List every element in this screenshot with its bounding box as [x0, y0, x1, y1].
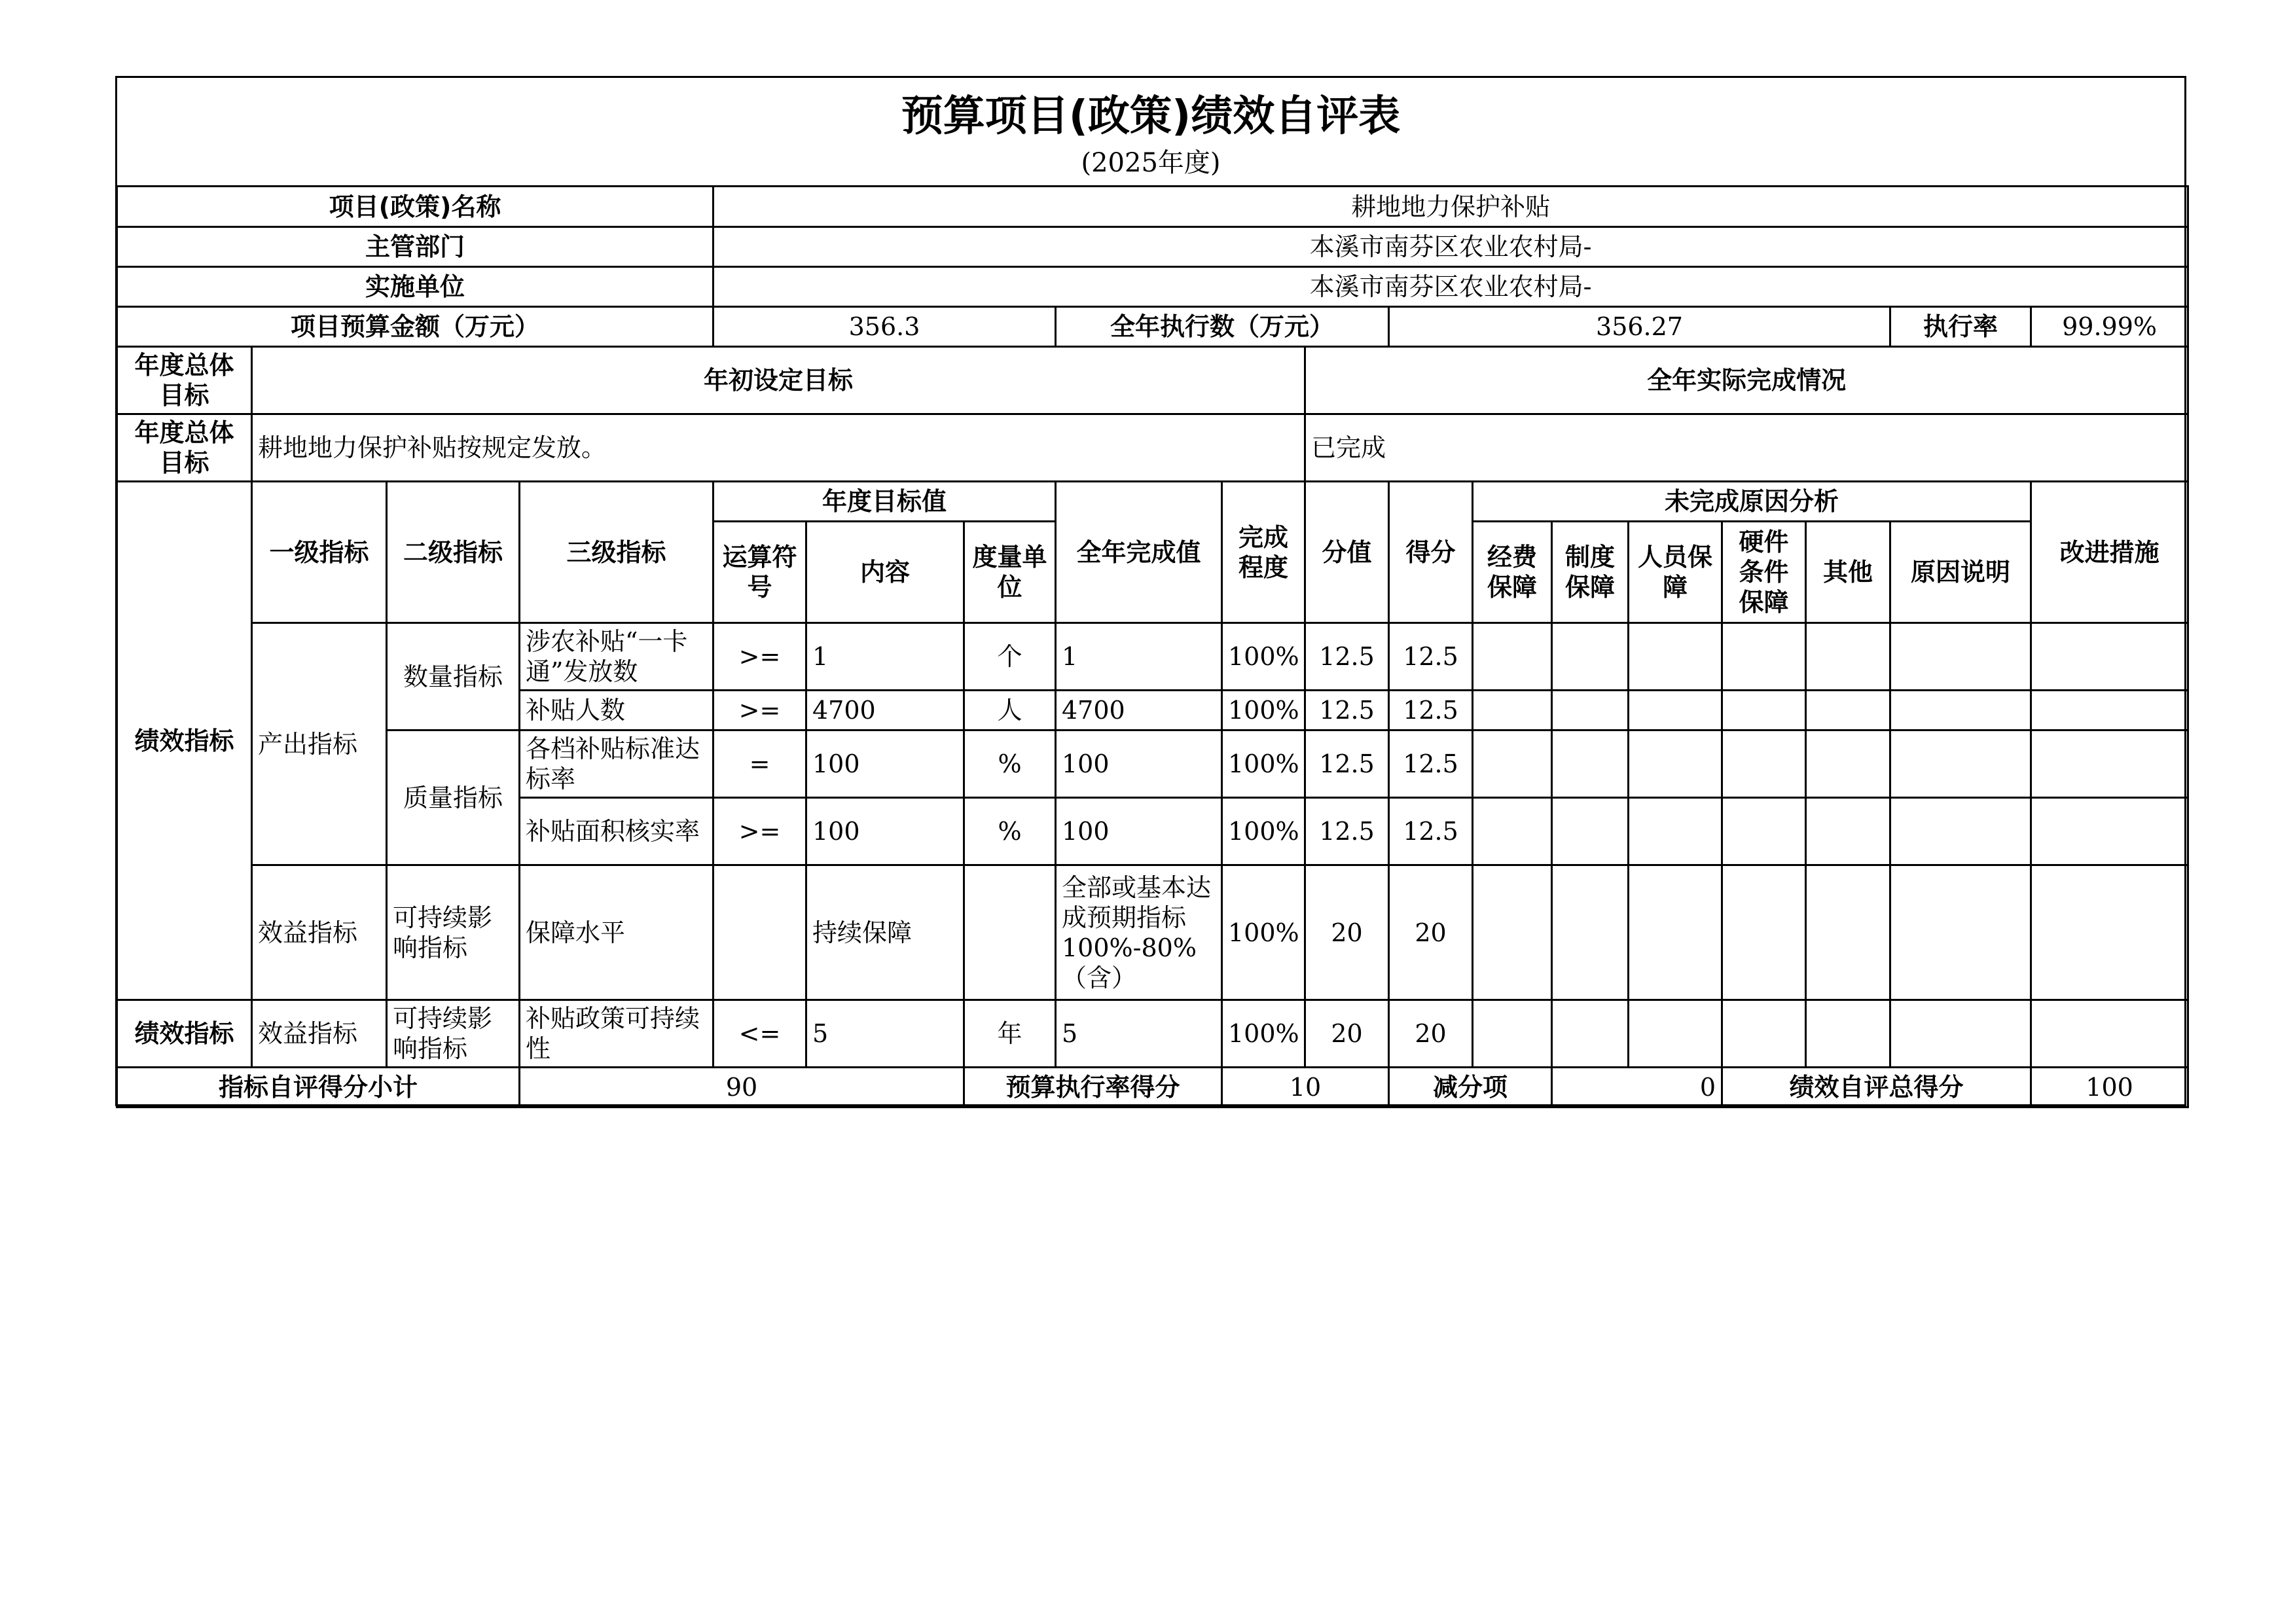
level1-header: 一级指标	[252, 482, 387, 623]
hardware-cell	[1722, 1000, 1806, 1068]
level2-header: 二级指标	[387, 482, 520, 623]
score-cell: 20	[1389, 865, 1473, 1000]
actual-cell: 5	[1056, 1000, 1222, 1068]
evaluation-table	[116, 185, 2189, 1108]
actual-cell: 4700	[1056, 691, 1222, 731]
fund-cell	[1473, 865, 1552, 1000]
self-evaluation-form	[115, 76, 2186, 1106]
budget-label: 项目预算金额（万元）	[117, 307, 714, 347]
content-header: 内容	[806, 522, 964, 623]
execution-score-label: 预算执行率得分	[964, 1068, 1222, 1108]
degree-cell: 100%	[1222, 865, 1305, 1000]
improvement-header: 改进措施	[2031, 482, 2188, 623]
actual-cell: 全部或基本达成预期指标100%-80%（含）	[1056, 865, 1222, 1000]
level3-header: 三级指标	[520, 482, 714, 623]
reason-cell	[1890, 798, 2031, 865]
annual-goal-label-2: 年度总体目标	[117, 414, 252, 482]
unit-cell	[964, 865, 1056, 1000]
unit-cell: %	[964, 798, 1056, 865]
weight-cell: 12.5	[1305, 691, 1389, 731]
hardware-cell	[1722, 623, 1806, 691]
staff-cell	[1629, 798, 1722, 865]
hardware-cell	[1722, 865, 1806, 1000]
system-guarantee-header: 制度保障	[1552, 522, 1629, 623]
project-name-value: 耕地地力保护补贴	[714, 187, 2188, 227]
execution-rate-value: 99.99%	[2031, 307, 2188, 347]
implementing-unit-label: 实施单位	[117, 267, 714, 307]
implementing-unit-value: 本溪市南芬区农业农村局-	[714, 267, 2188, 307]
table-row	[117, 865, 2188, 1000]
unit-cell: 年	[964, 1000, 1056, 1068]
department-label: 主管部门	[117, 227, 714, 267]
hardware-guarantee-header: 硬件条件保障	[1722, 522, 1806, 623]
level3-cell: 补贴人数	[520, 691, 714, 731]
indicator-section-label: 绩效指标	[117, 482, 252, 1000]
reason-analysis-header: 未完成原因分析	[1473, 482, 2031, 522]
subtotal-value: 90	[520, 1068, 964, 1108]
reason-cell	[1890, 623, 2031, 691]
improvement-cell	[2031, 865, 2188, 1000]
indicator-section-label-2: 绩效指标	[117, 1000, 252, 1068]
system-cell	[1552, 623, 1629, 691]
actual-completion-value: 已完成	[1305, 414, 2188, 482]
operator-header: 运算符号	[714, 522, 806, 623]
level2-cell: 数量指标	[387, 623, 520, 731]
weight-cell: 12.5	[1305, 731, 1389, 798]
fund-cell	[1473, 691, 1552, 731]
reason-cell	[1890, 865, 2031, 1000]
indicator-header-row-1	[117, 482, 2188, 522]
level1-cell: 产出指标	[252, 623, 387, 865]
improvement-cell	[2031, 731, 2188, 798]
degree-cell: 100%	[1222, 623, 1305, 691]
annual-target-header: 年度目标值	[714, 482, 1056, 522]
implementing-unit-row	[117, 267, 2188, 307]
other-cell	[1806, 623, 1890, 691]
improvement-cell	[2031, 623, 2188, 691]
unit-cell: 个	[964, 623, 1056, 691]
fund-cell	[1473, 798, 1552, 865]
other-cell	[1806, 798, 1890, 865]
content-cell: 1	[806, 623, 964, 691]
degree-cell: 100%	[1222, 691, 1305, 731]
score-cell: 12.5	[1389, 623, 1473, 691]
score-header: 得分	[1389, 482, 1473, 623]
level3-cell: 各档补贴标准达标率	[520, 731, 714, 798]
other-cell	[1806, 865, 1890, 1000]
actual-cell: 100	[1056, 798, 1222, 865]
improvement-cell	[2031, 691, 2188, 731]
operator-cell: <=	[714, 1000, 806, 1068]
staff-guarantee-header: 人员保障	[1629, 522, 1722, 623]
unit-header: 度量单位	[964, 522, 1056, 623]
hardware-cell	[1722, 691, 1806, 731]
execution-value: 356.27	[1389, 307, 1890, 347]
form-year: (2025年度)	[1081, 148, 1221, 178]
fund-cell	[1473, 1000, 1552, 1068]
score-cell: 12.5	[1389, 798, 1473, 865]
operator-cell: >=	[714, 798, 806, 865]
improvement-cell	[2031, 1000, 2188, 1068]
hardware-cell	[1722, 798, 1806, 865]
table-row	[117, 1000, 2188, 1068]
level2-cell: 可持续影响指标	[387, 1000, 520, 1068]
budget-row	[117, 307, 2188, 347]
subtotal-label: 指标自评得分小计	[117, 1068, 520, 1108]
degree-cell: 100%	[1222, 731, 1305, 798]
operator-cell: >=	[714, 691, 806, 731]
level1-cell: 效益指标	[252, 1000, 387, 1068]
system-cell	[1552, 1000, 1629, 1068]
score-cell: 12.5	[1389, 691, 1473, 731]
initial-goal-header: 年初设定目标	[252, 347, 1305, 414]
level3-cell: 补贴政策可持续性	[520, 1000, 714, 1068]
unit-cell: 人	[964, 691, 1056, 731]
department-row	[117, 227, 2188, 267]
staff-cell	[1629, 691, 1722, 731]
reason-cell	[1890, 731, 2031, 798]
weight-cell: 12.5	[1305, 623, 1389, 691]
level3-cell: 补贴面积核实率	[520, 798, 714, 865]
level2-cell: 可持续影响指标	[387, 865, 520, 1000]
staff-cell	[1629, 1000, 1722, 1068]
level3-cell: 涉农补贴“一卡通”发放数	[520, 623, 714, 691]
budget-value: 356.3	[714, 307, 1056, 347]
project-name-row	[117, 187, 2188, 227]
level3-cell: 保障水平	[520, 865, 714, 1000]
total-score-value: 100	[2031, 1068, 2188, 1108]
table-row	[117, 623, 2188, 691]
staff-cell	[1629, 731, 1722, 798]
form-header	[117, 78, 2184, 186]
total-score-label: 绩效自评总得分	[1722, 1068, 2031, 1108]
weight-cell: 12.5	[1305, 798, 1389, 865]
content-cell: 4700	[806, 691, 964, 731]
summary-row	[117, 1068, 2188, 1108]
other-header: 其他	[1806, 522, 1890, 623]
improvement-cell	[2031, 798, 2188, 865]
operator-cell: =	[714, 731, 806, 798]
actual-cell: 100	[1056, 731, 1222, 798]
score-cell: 12.5	[1389, 731, 1473, 798]
system-cell	[1552, 691, 1629, 731]
content-cell: 5	[806, 1000, 964, 1068]
fund-cell	[1473, 731, 1552, 798]
table-row	[117, 731, 2188, 798]
degree-cell: 100%	[1222, 798, 1305, 865]
staff-cell	[1629, 623, 1722, 691]
other-cell	[1806, 691, 1890, 731]
degree-cell: 100%	[1222, 1000, 1305, 1068]
deduction-value: 0	[1552, 1068, 1722, 1108]
staff-cell	[1629, 865, 1722, 1000]
weight-cell: 20	[1305, 1000, 1389, 1068]
level2-cell: 质量指标	[387, 731, 520, 865]
deduction-label: 减分项	[1389, 1068, 1552, 1108]
goal-value-row	[117, 414, 2188, 482]
other-cell	[1806, 731, 1890, 798]
fund-cell	[1473, 623, 1552, 691]
department-value: 本溪市南芬区农业农村局-	[714, 227, 2188, 267]
project-name-label: 项目(政策)名称	[117, 187, 714, 227]
reason-cell	[1890, 691, 2031, 731]
operator-cell	[714, 865, 806, 1000]
reason-description-header: 原因说明	[1890, 522, 2031, 623]
form-title: 预算项目(政策)绩效自评表	[901, 92, 1401, 141]
execution-rate-label: 执行率	[1890, 307, 2031, 347]
other-cell	[1806, 1000, 1890, 1068]
completion-degree-header: 完成程度	[1222, 482, 1305, 623]
fund-guarantee-header: 经费保障	[1473, 522, 1552, 623]
actual-cell: 1	[1056, 623, 1222, 691]
score-cell: 20	[1389, 1000, 1473, 1068]
weight-cell: 20	[1305, 865, 1389, 1000]
level1-cell: 效益指标	[252, 865, 387, 1000]
content-cell: 100	[806, 798, 964, 865]
unit-cell: %	[964, 731, 1056, 798]
goal-header-row	[117, 347, 2188, 414]
hardware-cell	[1722, 731, 1806, 798]
annual-goal-label: 年度总体目标	[117, 347, 252, 414]
execution-score-value: 10	[1222, 1068, 1389, 1108]
initial-goal-value: 耕地地力保护补贴按规定发放。	[252, 414, 1305, 482]
actual-value-header: 全年完成值	[1056, 482, 1222, 623]
content-cell: 100	[806, 731, 964, 798]
execution-label: 全年执行数（万元）	[1056, 307, 1389, 347]
weight-header: 分值	[1305, 482, 1389, 623]
content-cell: 持续保障	[806, 865, 964, 1000]
actual-completion-header: 全年实际完成情况	[1305, 347, 2188, 414]
reason-cell	[1890, 1000, 2031, 1068]
system-cell	[1552, 865, 1629, 1000]
system-cell	[1552, 798, 1629, 865]
operator-cell: >=	[714, 623, 806, 691]
system-cell	[1552, 731, 1629, 798]
